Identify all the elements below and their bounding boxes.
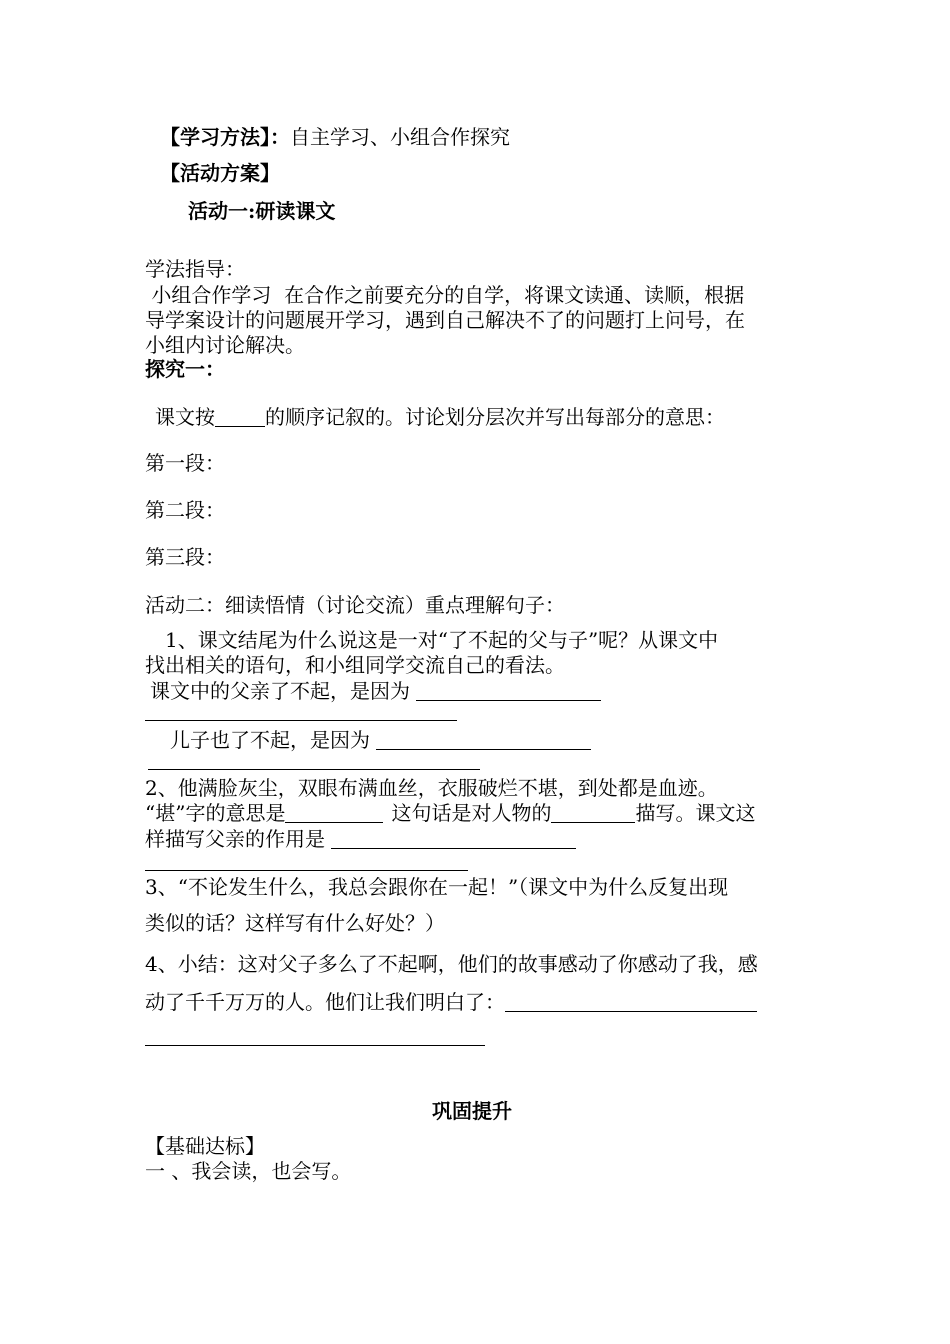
father-reason-text: 课文中的父亲了不起，是因为	[150, 679, 410, 703]
son-reason-line	[170, 727, 591, 753]
activity-two-title: 活动二：细读悟情（讨论交流）重点理解句子：	[145, 593, 565, 617]
effect-blank[interactable]	[331, 828, 576, 849]
description-type-blank[interactable]	[551, 802, 635, 823]
study-guide-label: 学法指导：	[145, 257, 245, 281]
question-three-line-1: 3、“不论发生什么，我总会跟你在一起！”（课文中为什么反复出现	[145, 875, 729, 899]
question-four-line-1: 4、小结：这对父子多么了不起啊，他们的故事感动了你感动了我，感	[145, 952, 758, 976]
learning-method-line	[160, 124, 510, 150]
question-one-line-1: 1、课文结尾为什么说这是一对“了不起的父与子”呢？从课文中	[165, 628, 719, 652]
question-one-line-2: 找出相关的语句，和小组同学交流自己的看法。	[145, 653, 565, 677]
activity-one-title: 活动一:研读课文	[188, 199, 336, 223]
kan-meaning-blank[interactable]	[285, 802, 383, 823]
question-three-line-2: 类似的话？这样写有什么好处？）	[145, 911, 445, 935]
study-guide-line-3: 小组内讨论解决。	[145, 333, 305, 357]
study-guide-line-1: 小组合作学习 在合作之前要充分的自学，将课文读通、读顺，根据	[145, 283, 745, 307]
effect-continuation-blank[interactable]	[145, 870, 468, 871]
section-three-label: 第三段：	[145, 545, 225, 569]
son-reason-continuation-blank[interactable]	[148, 769, 480, 770]
summary-blank[interactable]	[505, 991, 757, 1012]
father-reason-blank[interactable]	[416, 680, 601, 701]
summary-text: 动了千千万万的人。他们让我们明白了：	[145, 990, 505, 1014]
father-reason-line	[150, 678, 601, 704]
question-two-line-1: 2、他满脸灰尘，双眼布满血丝，衣服破烂不堪，到处都是血迹。	[145, 776, 718, 800]
question-two-line-2	[145, 800, 755, 826]
section-one-label: 第一段：	[145, 451, 225, 475]
kan-meaning-text: “堪”字的意思是	[145, 801, 286, 825]
learning-method-text: 自主学习、小组合作探究	[290, 125, 510, 149]
prompt-start: 课文按	[155, 405, 215, 429]
basic-target-heading: 【基础达标】	[145, 1134, 265, 1158]
explore-one-prompt	[155, 404, 725, 430]
question-four-line-2	[145, 989, 757, 1015]
description-type-text: 这句话是对人物的	[391, 801, 552, 825]
explore-one-title: 探究一：	[145, 357, 225, 381]
basic-item-one: 一 、我会读，也会写。	[145, 1159, 352, 1183]
learning-method-label: 【学习方法】	[160, 125, 270, 149]
effect-text: 样描写父亲的作用是	[145, 827, 325, 851]
section-two-label: 第二段：	[145, 498, 225, 522]
summary-continuation-blank[interactable]	[145, 1045, 485, 1046]
father-reason-continuation-blank[interactable]	[145, 720, 457, 721]
study-guide-line-2: 导学案设计的问题展开学习，遇到自己解决不了的问题打上问号，在	[145, 308, 745, 332]
question-two-line-3	[145, 826, 576, 852]
son-reason-text: 儿子也了不起，是因为	[170, 728, 370, 752]
description-text-end: 描写。课文这	[635, 801, 756, 825]
consolidate-heading: 巩固提升	[432, 1099, 512, 1123]
activity-plan-heading: 【活动方案】	[160, 161, 280, 185]
sequence-blank[interactable]	[215, 406, 265, 427]
son-reason-blank[interactable]	[376, 729, 591, 750]
prompt-end: 的顺序记叙的。讨论划分层次并写出每部分的意思：	[265, 405, 725, 429]
learning-method-separator: ：	[270, 125, 290, 149]
